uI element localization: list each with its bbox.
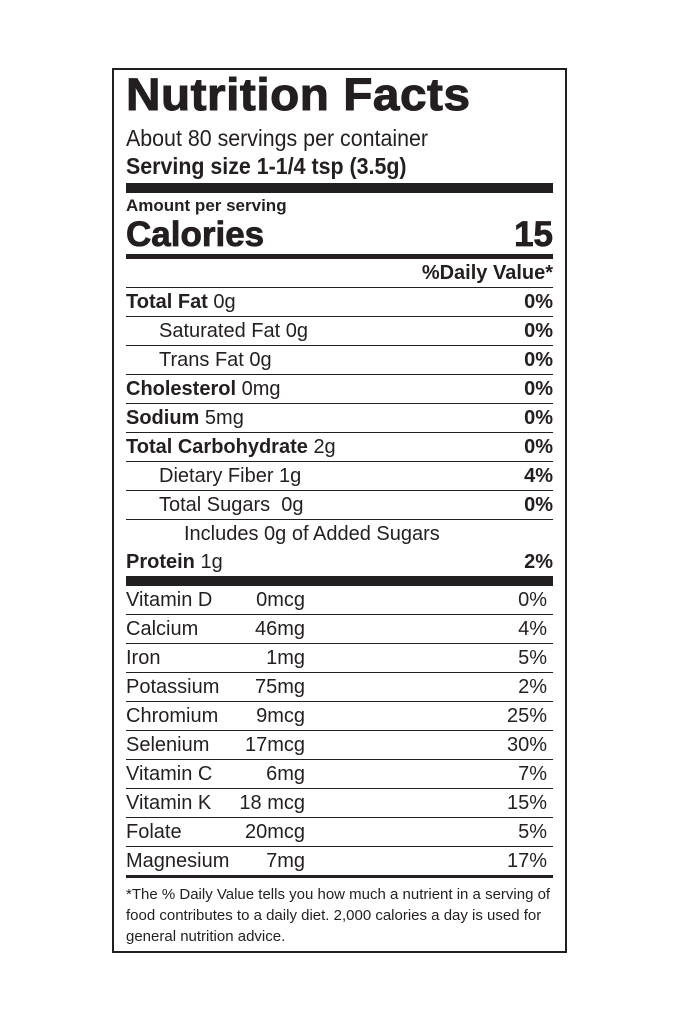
daily-value-header: %Daily Value* [126, 259, 553, 288]
calories-value: 15 [514, 215, 553, 254]
vitamin-name: Vitamin C [126, 762, 213, 785]
vitamin-row-vitamin-d [126, 586, 553, 615]
vitamin-row-chromium [126, 702, 553, 731]
vitamin-row-selenium [126, 731, 553, 760]
vitamin-amount: 1mg [266, 646, 305, 669]
vitamin-amount: 0mcg [256, 588, 305, 611]
nutrition-facts-label [112, 68, 567, 953]
nutrient-name: Total Carbohydrate [126, 435, 308, 458]
nutrient-amount: 1g [200, 550, 223, 573]
nutrient-amount: 0g [281, 493, 304, 516]
vitamin-amount: 6mg [266, 762, 305, 785]
vitamin-dv: 17% [506, 849, 547, 872]
vitamin-name: Iron [126, 646, 161, 669]
nutrient-amount: 1g [279, 464, 302, 487]
nutrient-row-protein [126, 548, 553, 576]
nutrient-name: Saturated Fat [159, 319, 281, 342]
servings-per-container: About 80 servings per container [126, 125, 429, 151]
serving-size: Serving size 1-1/4 tsp (3.5g) [126, 153, 407, 179]
nutrient-amount: 0g [249, 348, 272, 371]
vitamin-name: Selenium [126, 733, 210, 756]
nutrient-amount: 5mg [204, 406, 244, 429]
vitamin-dv: 7% [518, 762, 547, 785]
vitamin-dv: 2% [518, 675, 547, 698]
nutrient-name: Total Sugars [159, 493, 271, 516]
nutrient-name: Total Fat [126, 290, 208, 313]
nutrient-row-total-sugars [126, 491, 553, 520]
nutrient-name: Sodium [126, 406, 200, 429]
nutrient-row-dietary-fiber [126, 462, 553, 491]
vitamin-dv: 0% [518, 588, 547, 611]
vitamin-name: Folate [126, 820, 182, 843]
nutrient-row-sodium [126, 404, 553, 433]
vitamin-amount: 18 mcg [239, 791, 305, 814]
nutrient-name: Dietary Fiber [159, 464, 274, 487]
vitamin-row-vitamin-c [126, 760, 553, 789]
added-sugars-text: Includes 0g of Added Sugars [184, 522, 440, 545]
nutrient-dv: 0% [524, 348, 553, 371]
nutrient-amount: 2g [313, 435, 336, 458]
vitamin-row-magnesium [126, 847, 553, 878]
vitamin-row-folate [126, 818, 553, 847]
vitamin-dv: 5% [518, 646, 547, 669]
nutrient-dv: 0% [524, 406, 553, 429]
nutrient-amount: 0g [213, 290, 236, 313]
thick-divider [126, 183, 553, 193]
nutrient-name: Protein [126, 550, 195, 573]
calories-row [126, 214, 553, 254]
nutrient-dv: 0% [524, 493, 553, 516]
vitamin-name: Vitamin D [126, 588, 213, 611]
nutrient-dv: 2% [524, 550, 553, 573]
vitamin-name: Potassium [126, 675, 220, 698]
nutrient-name: Trans Fat [159, 348, 244, 371]
vitamin-amount: 75mg [254, 675, 305, 698]
vitamin-row-calcium [126, 615, 553, 644]
vitamin-dv: 4% [518, 617, 547, 640]
thick-divider [126, 576, 553, 586]
nutrient-dv: 0% [524, 319, 553, 342]
vitamin-name: Magnesium [126, 849, 230, 872]
nutrient-dv: 4% [524, 464, 553, 487]
vitamin-row-potassium [126, 673, 553, 702]
vitamin-amount: 46mg [254, 617, 305, 640]
vitamin-dv: 25% [506, 704, 547, 727]
vitamin-name: Calcium [126, 617, 199, 640]
vitamin-name: Vitamin K [126, 791, 212, 814]
nutrient-amount: 0mg [241, 377, 281, 400]
nutrient-row-added-sugars [126, 520, 553, 548]
vitamin-amount: 7mg [266, 849, 305, 872]
daily-value-footnote: *The % Daily Value tells you how much a nutrient in a serving of food contributes to a daily diet. 2,000 calories a day is used for general nutrition advice. [126, 886, 551, 945]
amount-per-serving: Amount per serving [126, 196, 287, 215]
nutrient-row-total-fat [126, 288, 553, 317]
nutrient-dv: 0% [524, 435, 553, 458]
vitamin-amount: 9mcg [256, 704, 305, 727]
vitamin-row-vitamin-k [126, 789, 553, 818]
nutrient-row-cholesterol [126, 375, 553, 404]
nutrient-row-total-carbohydrate [126, 433, 553, 462]
vitamin-dv: 5% [518, 820, 547, 843]
calories-label: Calories [126, 215, 265, 254]
nutrient-amount: 0g [285, 319, 308, 342]
nutrient-row-trans-fat [126, 346, 553, 375]
vitamin-name: Chromium [126, 704, 219, 727]
vitamin-row-iron [126, 644, 553, 673]
vitamin-amount: 20mcg [244, 820, 305, 843]
nutrient-name: Cholesterol [126, 377, 237, 400]
vitamin-dv: 15% [506, 791, 547, 814]
nutrient-dv: 0% [524, 290, 553, 313]
nutrient-row-saturated-fat [126, 317, 553, 346]
vitamin-dv: 30% [506, 733, 547, 756]
label-inner [126, 70, 553, 947]
nutrient-dv: 0% [524, 377, 553, 400]
vitamin-amount: 17mcg [244, 733, 305, 756]
label-title: Nutrition Facts [126, 69, 471, 120]
